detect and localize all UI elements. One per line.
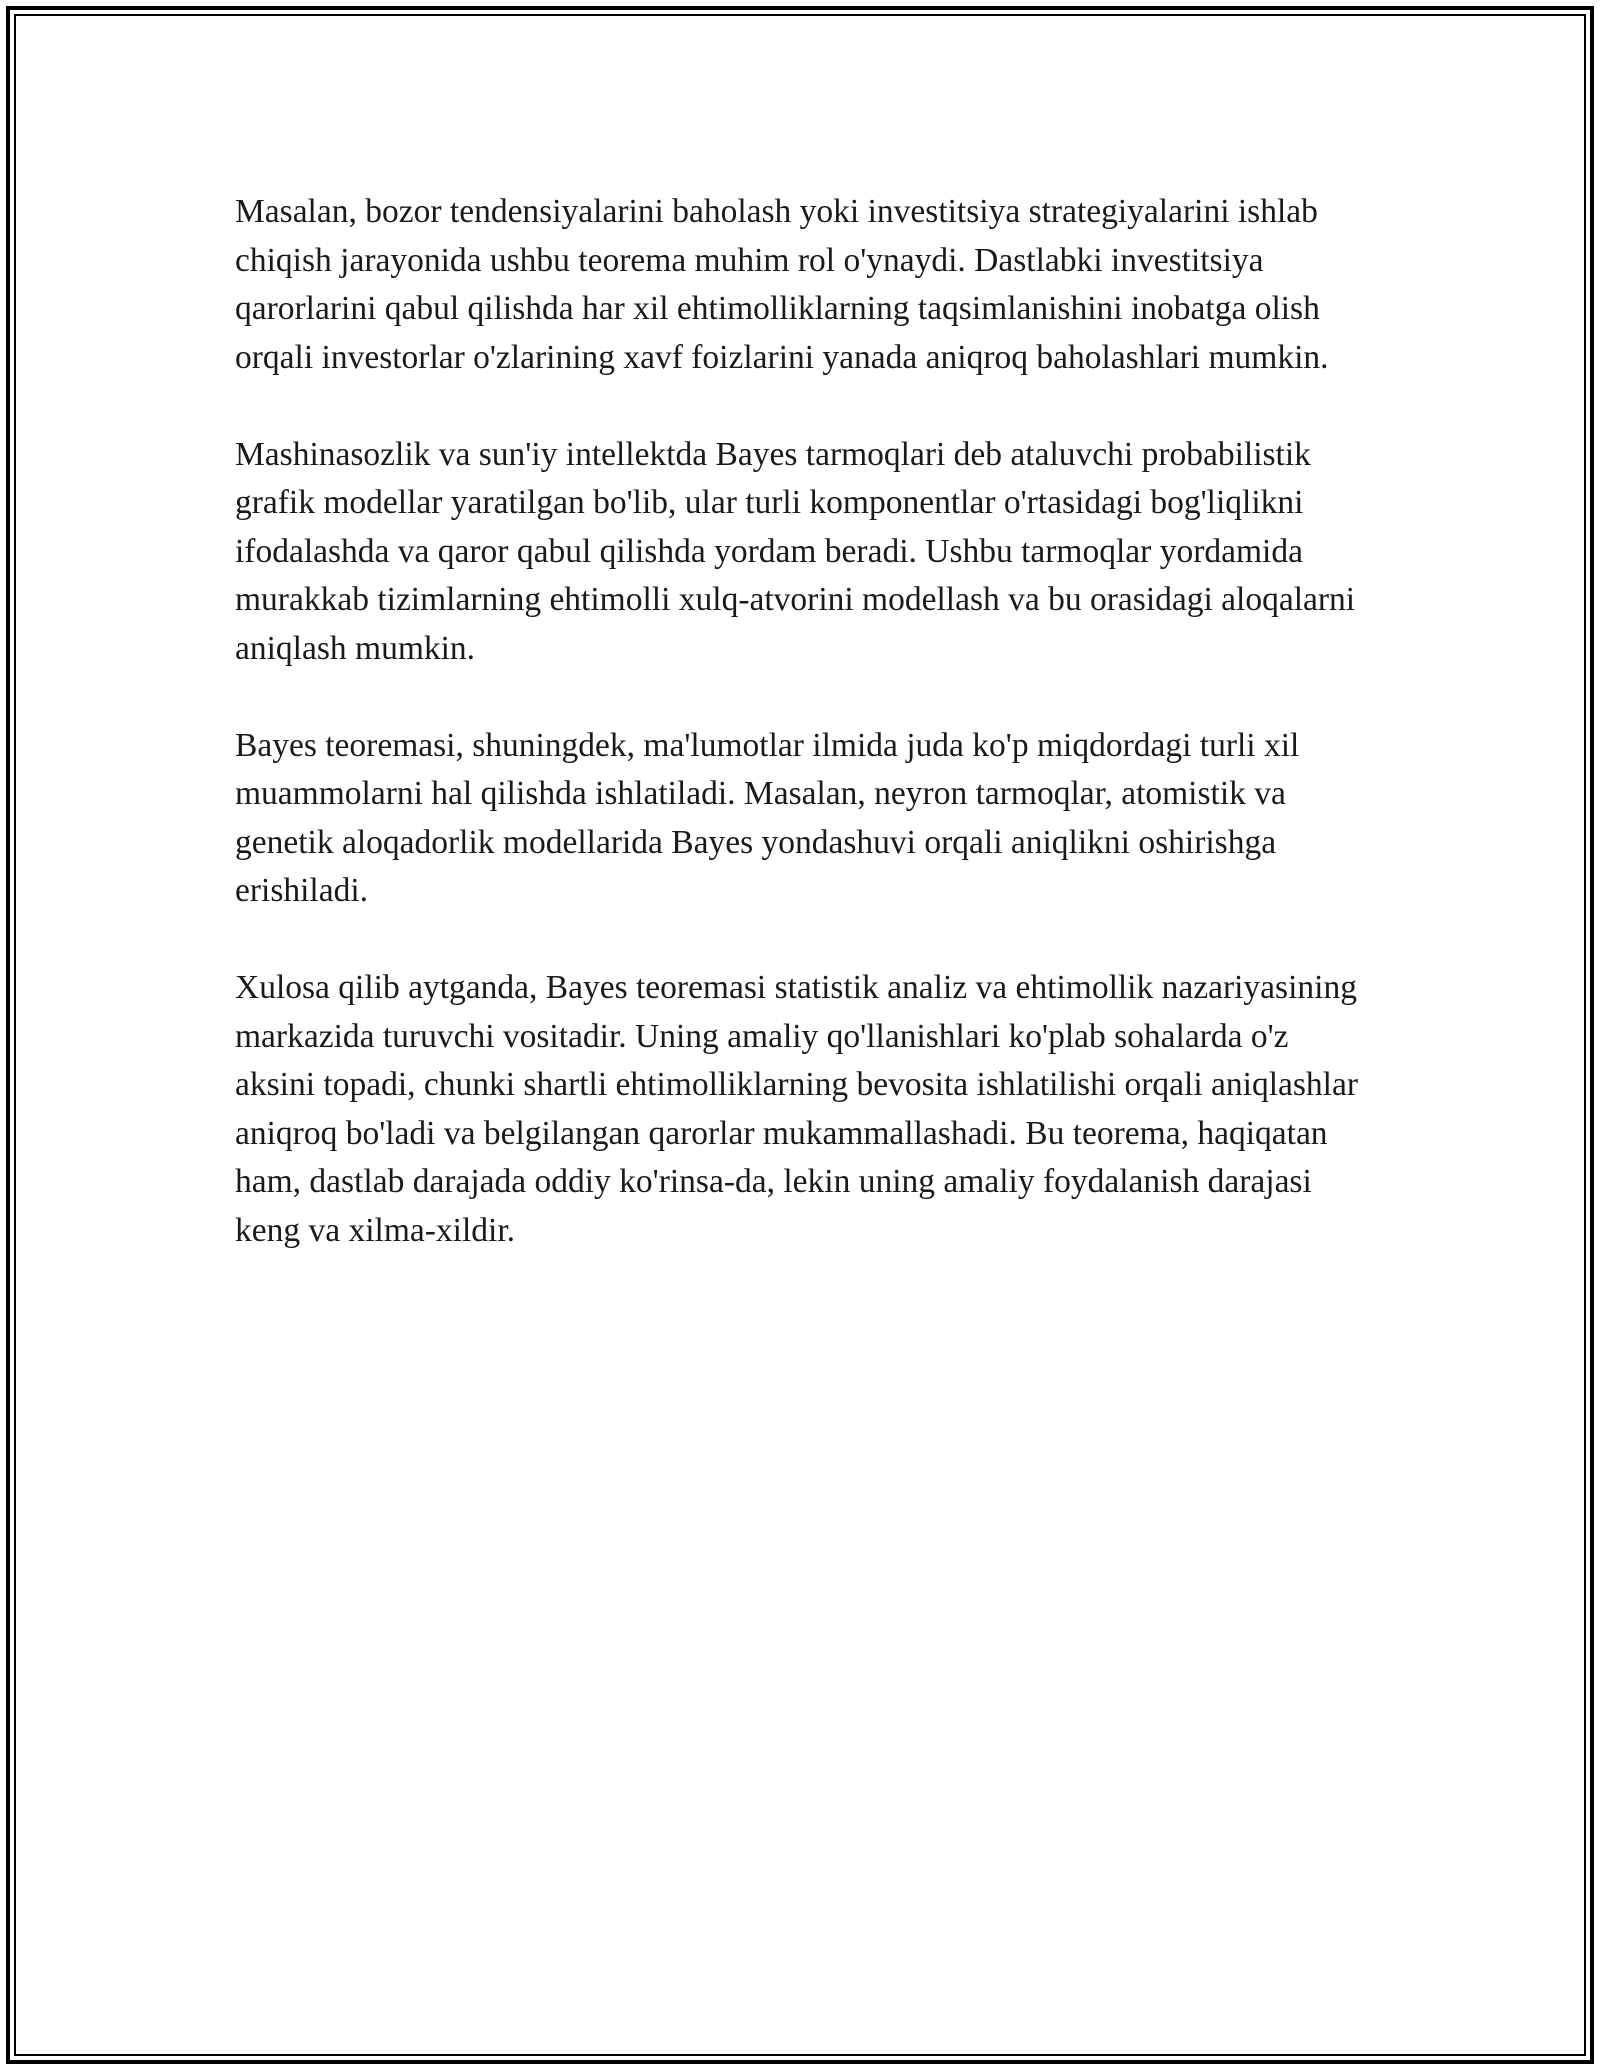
document-body xyxy=(235,188,1375,1255)
paragraph-data-science: Bayes teoremasi, shuningdek, ma'lumotlar ilmida juda ko'p miqdordagi turli xil muammolarni hal qilishda ishlatiladi. Masalan, neyron tarmoqlar, atomistik va genetik aloqadorlik modellarida Bayes yondashuvi orqali aniqlikni oshirishga erishiladi. xyxy=(235,726,1300,909)
paragraph-bayes-networks: Mashinasozlik va sun'iy intellektda Bayes tarmoqlari deb ataluvchi probabilistik grafik modellar yaratilgan bo'lib, ular turli komponentlar o'rtasidagi bog'liqlikni ifodalashda va qaror qabul qilishda yordam beradi. Ushbu tarmoqlar yordamida murakkab tizimlarning ehtimolli xulq-atvorini modellash va bu orasidagi aloqalarni aniqlash mumkin. xyxy=(235,435,1356,667)
paragraph-investment: Masalan, bozor tendensiyalarini baholash yoki investitsiya strategiyalarini ishlab chiqish jarayonida ushbu teorema muhim rol o'ynaydi. Dastlabki investitsiya qarorlarini qabul qilishda har xil ehtimolliklarning taqsimlanishini inobatga olish orqali investorlar o'zlarining xavf foizlarini yanada aniqroq baholashlari mumkin. xyxy=(235,193,1329,376)
paragraph-conclusion: Xulosa qilib aytganda, Bayes teoremasi statistik analiz va ehtimollik nazariyasining markazida turuvchi vositadir. Uning amaliy qo'llanishlari ko'plab sohalarda o'z aksini topadi, chunki shartli ehtimolliklarning bevosita ishlatilishi orqali aniqlashlar aniqroq bo'ladi va belgilangan qarorlar mukammallashadi. Bu teorema, haqiqatan ham, dastlab darajada oddiy ko'rinsa-da, lekin uning amaliy foydalanish darajasi keng va xilma-xildir. xyxy=(235,969,1358,1249)
